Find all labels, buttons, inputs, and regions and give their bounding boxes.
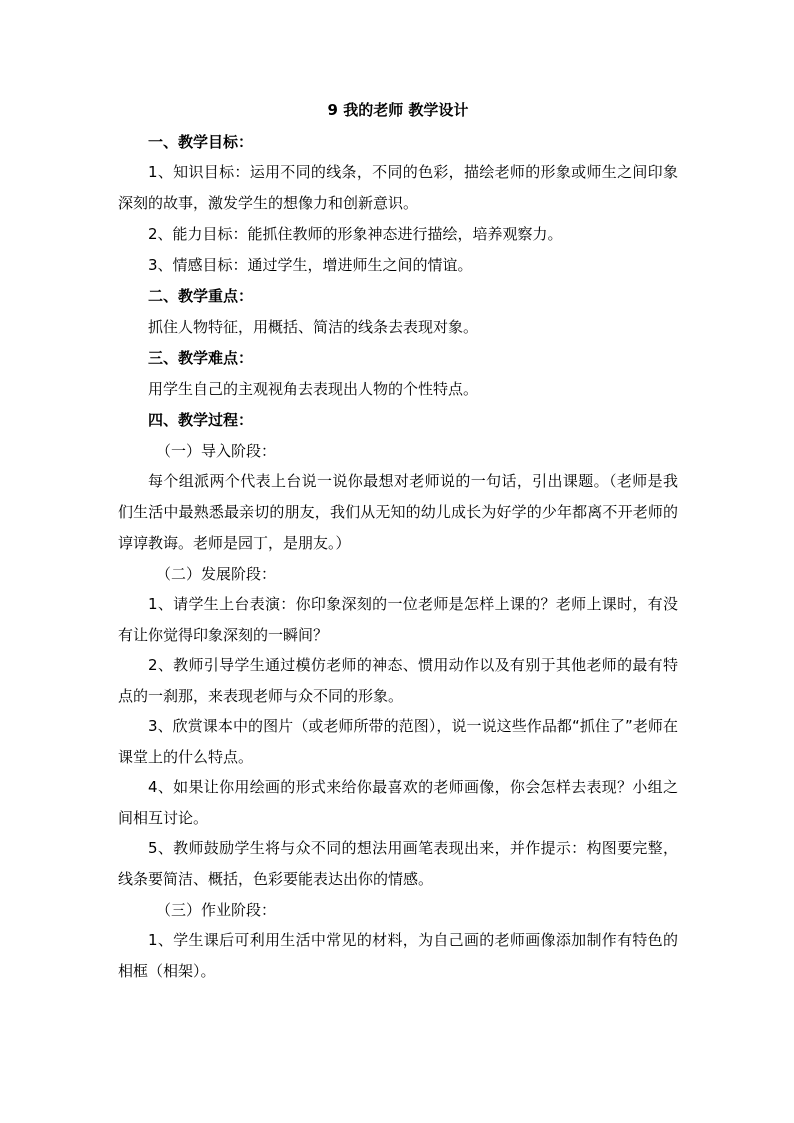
stage-development-item: 2、教师引导学生通过模仿老师的神态、惯用动作以及有别于其他老师的最有特点的一刹那，来表现老师与众不同的形象。 — [118, 656, 678, 705]
stage-development-item: 4、如果让你用绘画的形式来给你最喜欢的老师画像，你会怎样去表现？小组之间相互讨论。 — [118, 778, 678, 827]
stage-homework-item: 1、学生课后可利用生活中常见的材料，为自己画的老师画像添加制作有特色的相框（相架）。 — [118, 931, 678, 980]
section-heading-difficulties: 三、教学难点： — [148, 349, 254, 367]
key-points-text: 抓住人物特征，用概括、简洁的线条去表现对象。 — [148, 318, 479, 336]
stage-development-heading: （二）发展阶段： — [156, 565, 277, 583]
document-title: 9 我的老师 教学设计 — [327, 101, 469, 119]
section-heading-key-points: 二、教学重点： — [148, 287, 254, 305]
goal-ability: 2、能力目标：能抓住教师的形象神态进行描绘，培养观察力。 — [148, 225, 563, 243]
stage-development-item: 3、欣赏课本中的图片（或老师所带的范图），说一说这些作品都“抓住了”老师在课堂上的什么特点。 — [118, 717, 678, 766]
section-heading-process: 四、教学过程： — [148, 411, 254, 429]
section-heading-goals: 一、教学目标： — [148, 133, 254, 151]
stage-development-item: 5、教师鼓励学生将与众不同的想法用画笔表现出来，并作提示：构图要完整，线条要简洁、概括，色彩要能表达出你的情感。 — [118, 839, 678, 888]
stage-development-item: 1、请学生上台表演：你印象深刻的一位老师是怎样上课的？老师上课时，有没有让你觉得印象深刻的一瞬间？ — [118, 595, 678, 644]
document-page — [118, 100, 678, 992]
stage-intro-heading: （一）导入阶段： — [156, 442, 277, 460]
goal-emotion: 3、情感目标：通过学生，增进师生之间的情谊。 — [148, 256, 473, 274]
stage-intro-text: 每个组派两个代表上台说一说你最想对老师说的一句话，引出课题。（老师是我们生活中最熟悉最亲切的朋友，我们从无知的幼儿成长为好学的少年都离不开老师的谆谆教诲。老师是园丁，是朋友。） — [118, 472, 678, 552]
stage-homework-heading: （三）作业阶段： — [156, 901, 277, 919]
goal-knowledge: 1、知识目标：运用不同的线条，不同的色彩，描绘老师的形象或师生之间印象深刻的故事，激发学生的想像力和创新意识。 — [118, 163, 678, 212]
difficulties-text: 用学生自己的主观视角去表现出人物的个性特点。 — [148, 380, 479, 398]
